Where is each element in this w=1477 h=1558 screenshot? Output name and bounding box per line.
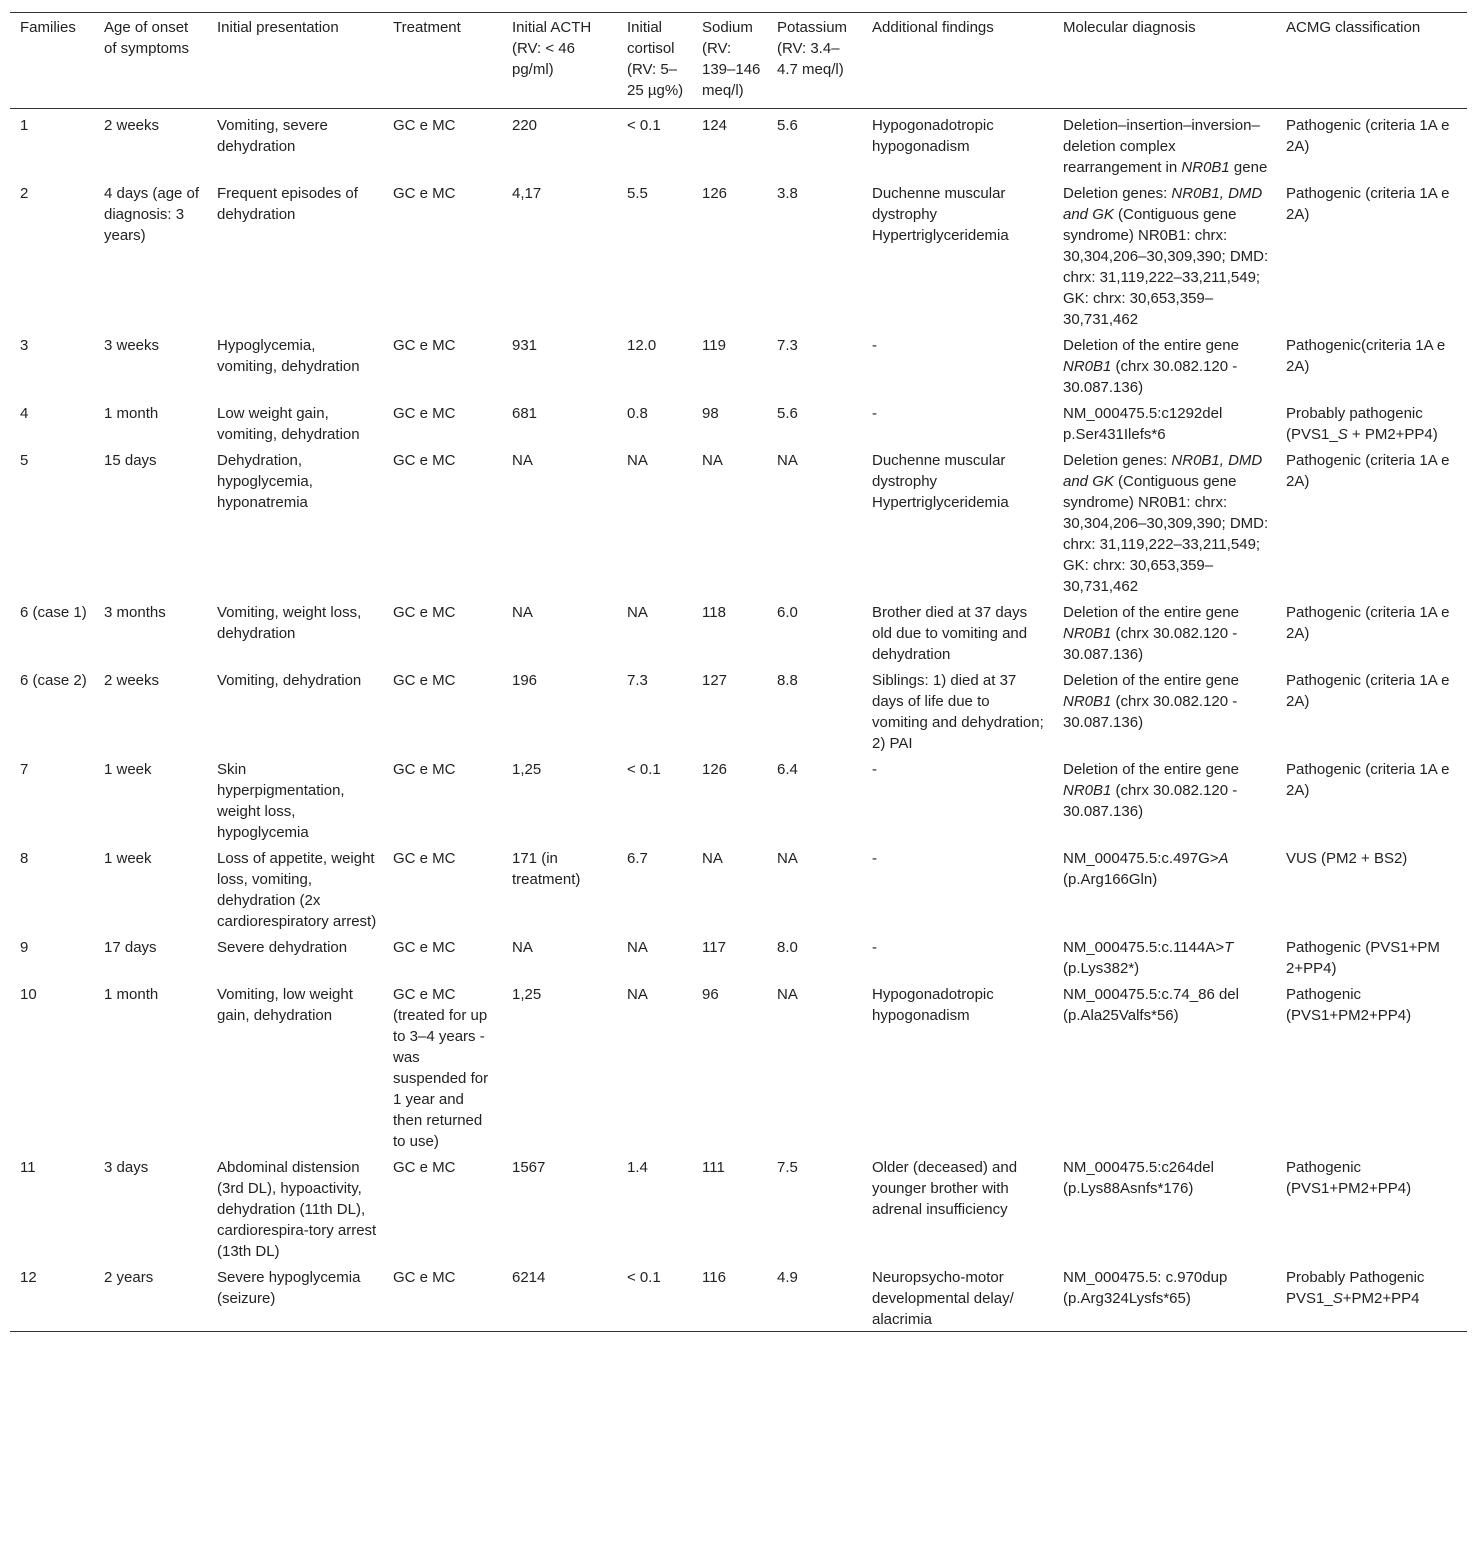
cell-age-onset: 1 week	[104, 850, 152, 867]
col-header-acmg: ACMG classification	[1286, 19, 1421, 36]
cell-sodium: 117	[702, 939, 726, 956]
table-row	[10, 331, 1467, 399]
cell-sodium: 127	[702, 672, 728, 689]
cell-molecular-diagnosis: Deletion genes: NR0B1, DMD and GK (Contiguous gene syndrome) NR0B1: chrx: 30,304,206–30,309,390; DMD: chrx: 31,119,222–33,211,549; GK: chrx: 30,653,359–30,731,462	[1063, 185, 1269, 328]
cell-age-onset: 2 weeks	[104, 672, 160, 689]
col-header-treatment: Treatment	[393, 19, 461, 36]
cell-sodium: 111	[702, 1159, 725, 1176]
cell-acmg: VUS (PM2 + BS2)	[1286, 850, 1408, 867]
table-row	[10, 179, 1467, 331]
cell-cortisol: NA	[627, 604, 648, 621]
cell-molecular-diagnosis: Deletion of the entire gene NR0B1 (chrx 30.082.120 - 30.087.136)	[1063, 672, 1239, 731]
col-header-sodium: Sodium (RV: 139–146 meq/l)	[702, 19, 761, 99]
cell-findings: Hypogonadotropic hypogonadism	[872, 117, 994, 155]
cell-acmg: Pathogenic(criteria 1A e 2A)	[1286, 337, 1446, 375]
cell-potassium: 8.8	[777, 672, 798, 689]
cell-acmg: Pathogenic (criteria 1A e 2A)	[1286, 761, 1450, 799]
cell-acmg: Probably Pathogenic PVS1_S+PM2+PP4	[1286, 1269, 1425, 1307]
table-row	[10, 1153, 1467, 1263]
cell-sodium: NA	[702, 850, 723, 867]
cell-sodium: 118	[702, 604, 726, 621]
cell-family: 4	[20, 405, 29, 422]
cell-family: 6 (case 2)	[20, 672, 87, 689]
cell-acmg: Pathogenic (criteria 1A e 2A)	[1286, 185, 1450, 223]
cell-family: 9	[20, 939, 29, 956]
cell-acmg: Pathogenic (criteria 1A e 2A)	[1286, 452, 1450, 490]
cell-cortisol: 1.4	[627, 1159, 648, 1176]
cell-sodium: 116	[702, 1269, 726, 1286]
cell-molecular-diagnosis: NM_000475.5:c1292del p.Ser431Ilefs*6	[1063, 405, 1223, 443]
cell-acmg: Pathogenic (criteria 1A e 2A)	[1286, 672, 1450, 710]
cell-presentation: Severe hypoglycemia (seizure)	[217, 1269, 361, 1307]
cell-age-onset: 17 days	[104, 939, 157, 956]
cell-age-onset: 2 weeks	[104, 117, 160, 134]
col-header-potassium: Potassium (RV: 3.4–4.7 meq/l)	[777, 19, 848, 78]
cell-molecular-diagnosis: NM_000475.5:c.497G>A (p.Arg166Gln)	[1063, 850, 1229, 888]
cell-treatment: GC e MC	[393, 337, 456, 354]
cell-acth: 220	[512, 117, 538, 134]
cell-molecular-diagnosis: Deletion of the entire gene NR0B1 (chrx 30.082.120 - 30.087.136)	[1063, 337, 1239, 396]
cell-cortisol: < 0.1	[627, 117, 661, 134]
cell-presentation: Dehydration, hypoglycemia, hyponatremia	[217, 452, 313, 511]
cell-potassium: 8.0	[777, 939, 798, 956]
cell-treatment: GC e MC	[393, 117, 456, 134]
cell-treatment: GC e MC	[393, 1269, 456, 1286]
table-row	[10, 446, 1467, 598]
cell-family: 8	[20, 850, 29, 867]
cell-acmg: Pathogenic (PVS1+PM2+PP4)	[1286, 986, 1412, 1024]
cell-acmg: Pathogenic (PVS1+PM 2+PP4)	[1286, 939, 1440, 977]
cell-family: 1	[20, 117, 29, 134]
cell-age-onset: 1 week	[104, 761, 152, 778]
table-row	[10, 598, 1467, 666]
table-body	[10, 109, 1467, 1332]
cell-presentation: Hypoglycemia, vomiting, dehydration	[217, 337, 360, 375]
cell-presentation: Frequent episodes of dehydration	[217, 185, 358, 223]
cell-potassium: 3.8	[777, 185, 798, 202]
cell-acth: 931	[512, 337, 538, 354]
table-row	[10, 1263, 1467, 1332]
cell-potassium: NA	[777, 986, 798, 1003]
cell-cortisol: < 0.1	[627, 1269, 661, 1286]
cell-treatment: GC e MC	[393, 850, 456, 867]
table-row	[10, 666, 1467, 755]
cell-findings: -	[872, 939, 877, 956]
cell-cortisol: NA	[627, 939, 648, 956]
cell-molecular-diagnosis: NM_000475.5:c264del (p.Lys88Asnfs*176)	[1063, 1159, 1214, 1197]
cell-treatment: GC e MC (treated for up to 3–4 years - was suspended for 1 year and then returned to use)	[393, 986, 489, 1150]
cell-presentation: Vomiting, severe dehydration	[217, 117, 328, 155]
cell-potassium: 4.9	[777, 1269, 798, 1286]
cell-findings: Duchenne muscular dystrophy Hypertriglyceridemia	[872, 452, 1009, 511]
cell-family: 7	[20, 761, 29, 778]
cell-acth: NA	[512, 452, 533, 469]
cell-family: 3	[20, 337, 29, 354]
col-header-cortisol: Initial cortisol (RV: 5–25 µg%)	[627, 19, 684, 99]
cell-findings: -	[872, 405, 877, 422]
cell-treatment: GC e MC	[393, 1159, 456, 1176]
cell-acth: 1567	[512, 1159, 546, 1176]
header-row	[10, 13, 1467, 109]
cell-acth: 196	[512, 672, 538, 689]
cell-cortisol: 0.8	[627, 405, 648, 422]
cell-sodium: 126	[702, 761, 728, 778]
cell-acth: 6214	[512, 1269, 546, 1286]
cell-presentation: Vomiting, weight loss, dehydration	[217, 604, 362, 642]
cell-treatment: GC e MC	[393, 405, 456, 422]
cell-age-onset: 3 months	[104, 604, 166, 621]
cell-family: 10	[20, 986, 37, 1003]
cell-age-onset: 1 month	[104, 986, 159, 1003]
table-row	[10, 933, 1467, 980]
cell-family: 5	[20, 452, 29, 469]
cell-treatment: GC e MC	[393, 452, 456, 469]
cell-treatment: GC e MC	[393, 761, 456, 778]
table-container	[10, 12, 1467, 1332]
cell-cortisol: 5.5	[627, 185, 648, 202]
cell-acmg: Probably pathogenic (PVS1_S + PM2+PP4)	[1286, 405, 1438, 443]
cell-presentation: Abdominal distension (3rd DL), hypoactivity, dehydration (11th DL), cardiorespira-tory arrest (13th DL)	[217, 1159, 377, 1260]
cell-potassium: NA	[777, 850, 798, 867]
cell-age-onset: 3 weeks	[104, 337, 160, 354]
cell-presentation: Vomiting, low weight gain, dehydration	[217, 986, 353, 1024]
cell-molecular-diagnosis: Deletion of the entire gene NR0B1 (chrx 30.082.120 - 30.087.136)	[1063, 604, 1239, 663]
cell-potassium: 7.3	[777, 337, 798, 354]
col-header-findings: Additional findings	[872, 19, 994, 36]
table-row	[10, 399, 1467, 446]
cell-acmg: Pathogenic (criteria 1A e 2A)	[1286, 604, 1450, 642]
cell-findings: -	[872, 337, 877, 354]
cell-findings: -	[872, 850, 877, 867]
cell-presentation: Loss of appetite, weight loss, vomiting, dehydration (2x cardiorespiratory arrest)	[217, 850, 377, 930]
cell-findings: Duchenne muscular dystrophy Hypertriglyceridemia	[872, 185, 1009, 244]
cell-cortisol: 12.0	[627, 337, 657, 354]
cell-molecular-diagnosis: NM_000475.5: c.970dup (p.Arg324Lysfs*65)	[1063, 1269, 1228, 1307]
cell-findings: Neuropsycho-motor developmental delay/ alacrimia	[872, 1269, 1014, 1328]
col-header-molecular: Molecular diagnosis	[1063, 19, 1196, 36]
cell-sodium: 98	[702, 405, 719, 422]
cell-presentation: Skin hyperpigmentation, weight loss, hypoglycemia	[217, 761, 345, 841]
cell-findings: Older (deceased) and younger brother with adrenal insufficiency	[872, 1159, 1018, 1218]
cell-potassium: 5.6	[777, 405, 798, 422]
cell-acth: 681	[512, 405, 538, 422]
cell-findings: Brother died at 37 days old due to vomiting and dehydration	[872, 604, 1028, 663]
cell-treatment: GC e MC	[393, 604, 456, 621]
cell-acth: NA	[512, 939, 533, 956]
cell-acth: 1,25	[512, 761, 542, 778]
table-row	[10, 109, 1467, 180]
cell-acmg: Pathogenic (PVS1+PM2+PP4)	[1286, 1159, 1412, 1197]
cell-treatment: GC e MC	[393, 185, 456, 202]
cell-acth: 4,17	[512, 185, 542, 202]
cell-molecular-diagnosis: Deletion of the entire gene NR0B1 (chrx 30.082.120 - 30.087.136)	[1063, 761, 1239, 820]
cell-age-onset: 3 days	[104, 1159, 149, 1176]
cell-cortisol: 7.3	[627, 672, 648, 689]
cell-age-onset: 4 days (age of diagnosis: 3 years)	[104, 185, 200, 244]
cell-sodium: 124	[702, 117, 728, 134]
cell-treatment: GC e MC	[393, 939, 456, 956]
cell-findings: Hypogonadotropic hypogonadism	[872, 986, 994, 1024]
cell-potassium: 6.0	[777, 604, 798, 621]
cell-age-onset: 1 month	[104, 405, 159, 422]
cell-sodium: 119	[702, 337, 726, 354]
cell-cortisol: 6.7	[627, 850, 648, 867]
cell-potassium: NA	[777, 452, 798, 469]
cell-sodium: 96	[702, 986, 719, 1003]
cell-age-onset: 2 years	[104, 1269, 154, 1286]
cell-cortisol: NA	[627, 452, 648, 469]
cell-treatment: GC e MC	[393, 672, 456, 689]
col-header-presentation: Initial presentation	[217, 19, 339, 36]
cell-molecular-diagnosis: NM_000475.5:c.74_86 del (p.Ala25Valfs*56)	[1063, 986, 1239, 1024]
cell-family: 2	[20, 185, 29, 202]
col-header-age: Age of onset of symptoms	[104, 19, 190, 57]
col-header-acth: Initial ACTH (RV: < 46 pg/ml)	[512, 19, 592, 78]
cell-molecular-diagnosis: NM_000475.5:c.1144A>T (p.Lys382*)	[1063, 939, 1234, 977]
cell-acth: 1,25	[512, 986, 542, 1003]
table-row	[10, 844, 1467, 933]
col-header-families: Families	[20, 19, 76, 36]
cell-cortisol: NA	[627, 986, 648, 1003]
cell-molecular-diagnosis: Deletion–insertion–inversion–deletion complex rearrangement in NR0B1 gene	[1063, 117, 1268, 176]
cell-cortisol: < 0.1	[627, 761, 661, 778]
cell-potassium: 6.4	[777, 761, 798, 778]
table-row	[10, 755, 1467, 844]
cell-findings: Siblings: 1) died at 37 days of life due to vomiting and dehydration; 2) PAI	[872, 672, 1044, 752]
cell-family: 12	[20, 1269, 37, 1286]
cell-molecular-diagnosis: Deletion genes: NR0B1, DMD and GK (Contiguous gene syndrome) NR0B1: chrx: 30,304,206–30,309,390; DMD: chrx: 31,119,222–33,211,549; GK: chrx: 30,653,359–30,731,462	[1063, 452, 1269, 595]
cell-family: 11	[20, 1159, 36, 1176]
cell-presentation: Vomiting, dehydration	[217, 672, 362, 689]
cell-findings: -	[872, 761, 877, 778]
cell-potassium: 5.6	[777, 117, 798, 134]
cell-presentation: Severe dehydration	[217, 939, 348, 956]
cell-acmg: Pathogenic (criteria 1A e 2A)	[1286, 117, 1450, 155]
cell-family: 6 (case 1)	[20, 604, 87, 621]
cell-sodium: NA	[702, 452, 723, 469]
cell-potassium: 7.5	[777, 1159, 798, 1176]
cell-acth: 171 (in treatment)	[512, 850, 581, 888]
cell-acth: NA	[512, 604, 533, 621]
cell-presentation: Low weight gain, vomiting, dehydration	[217, 405, 360, 443]
cell-sodium: 126	[702, 185, 728, 202]
clinical-molecular-table	[10, 12, 1467, 1332]
cell-age-onset: 15 days	[104, 452, 157, 469]
table-row	[10, 980, 1467, 1153]
